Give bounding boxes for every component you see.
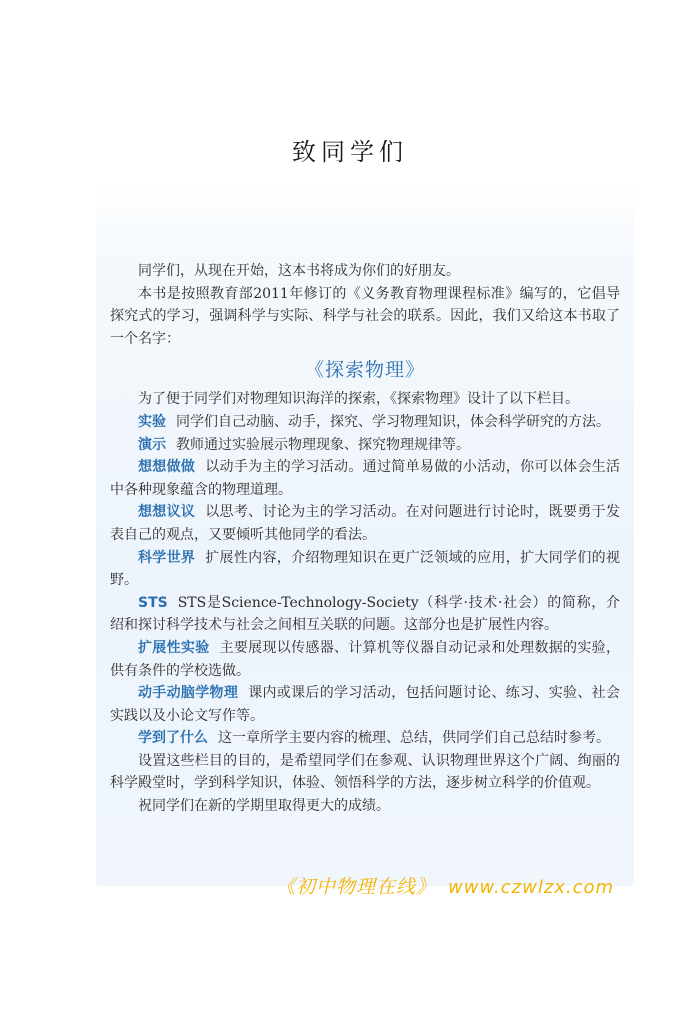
column-item-kexueshijie [110,547,620,592]
column-desc: 教师通过实验展示物理现象、探究物理规律等。 [176,436,470,453]
column-name: 科学世界 [138,549,196,566]
column-name: 动手动脑学物理 [138,685,239,702]
column-item-shiyan [110,411,620,434]
page-title: 致同学们 [292,138,408,166]
watermark-site-name: 《初中物理在线》 [276,876,437,898]
column-item-kuozhanxingshiyan [110,637,620,682]
column-desc: 课内或课后的学习活动，包括问题讨论、练习、实验、社会实践以及小论文写作等。 [110,685,620,724]
column-desc: 这一章所学主要内容的梳理、总结，供同学们自己总结时参考。 [218,730,610,747]
column-desc: 同学们自己动脑、动手，探究、学习物理知识，体会科学研究的方法。 [176,413,610,430]
column-name: 实验 [138,413,166,430]
column-name: 想想做做 [138,459,196,476]
intro-paragraph-1: 同学们，从现在开始，这本书将成为你们的好朋友。 [138,263,460,279]
column-item-xuedaoleshenme [110,727,620,750]
intro-paragraph-2: 本书是按照教育部2011年修订的《义务教育物理课程标准》编写的，它倡导探究式的学习，强调科学与实际、科学与社会的联系。因此，我们又给这本书取了一个名字： [110,285,620,347]
column-item-xiangxiangzuozuo [110,456,620,501]
column-desc: 扩展性内容，介绍物理知识在更广泛领域的应用，扩大同学们的视野。 [110,549,620,589]
column-desc: STS是Science-Technology-Society（科学·技术·社会）的简称，介绍和探讨科学技术与社会之间相互关联的问题。这部分也是扩展性内容。 [110,594,620,634]
column-name: 扩展性实验 [138,639,210,656]
column-desc: 主要展现以传感器、计算机等仪器自动记录和处理数据的实验，供有条件的学校选做。 [110,639,620,679]
preface-body [110,260,620,818]
column-item-sts [110,592,620,637]
book-subtitle: 《探索物理》 [304,359,425,382]
column-desc: 以思考、讨论为主的学习活动。在对问题进行讨论时，既要勇于发表自己的观点，又要倾听其他同学的看法。 [110,504,620,543]
column-name: 演示 [138,436,166,453]
column-item-yanshi [110,434,620,457]
closing-paragraph-1: 设置这些栏目的目的，是希望同学们在参观、认识物理世界这个广阔、绚丽的科学殿堂时，学到科学知识，体验、领悟科学的方法，逐步树立科学的价值观。 [110,752,620,792]
column-name: STS [138,594,168,611]
columns-intro: 为了便于同学们对物理知识海洋的探索，《探索物理》设计了以下栏目。 [138,391,579,408]
watermark [276,872,614,899]
column-item-dongshoudongnao [110,682,620,727]
watermark-url: www.czwlzx.com [448,877,615,898]
column-name: 学到了什么 [138,730,208,747]
column-item-xiangxiangyiyi [110,501,620,546]
column-name: 想想议议 [138,504,196,521]
column-desc: 以动手为主的学习活动。通过简单易做的小活动，你可以体会生活中各种现象蕴含的物理道理。 [110,459,620,498]
closing-paragraph-2: 祝同学们在新的学期里取得更大的成绩。 [138,798,390,815]
